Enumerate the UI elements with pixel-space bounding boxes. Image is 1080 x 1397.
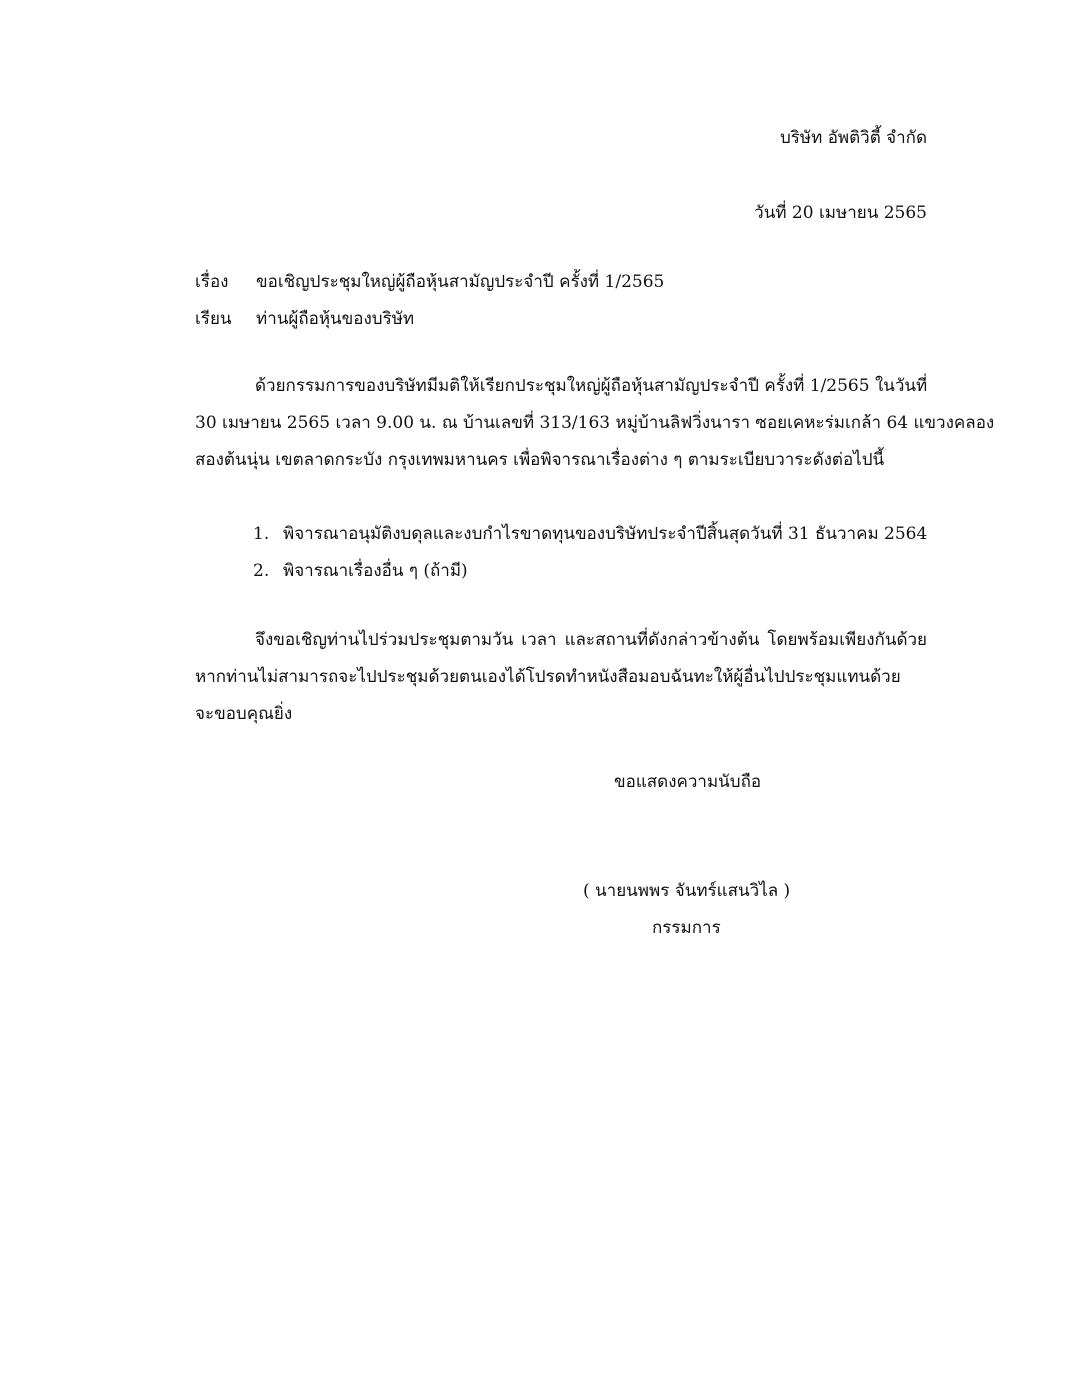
agenda-item — [253, 553, 927, 590]
agenda-list — [253, 516, 927, 590]
agenda-item-text: พิจารณาอนุมัติงบดุลและงบกำไรขาดทุนของบริษัทประจำปีสิ้นสุดวันที่ 31 ธันวาคม 2564 — [283, 524, 928, 544]
subject-label: เรื่อง — [195, 272, 229, 292]
agenda-item-text: พิจารณาเรื่องอื่น ๆ (ถ้ามี) — [283, 561, 468, 581]
body-paragraph-1 — [195, 368, 995, 479]
recipient-label: เรียน — [195, 309, 232, 329]
closing-phrase: ขอแสดงความนับถือ — [614, 772, 762, 792]
signer-name: ( นายนพพร จันทร์แสนวิไล ) — [583, 881, 791, 901]
paragraph-2-line-1: จึงขอเชิญท่านไปร่วมประชุมตามวัน เวลา และสถานที่ดังกล่าวข้างต้น โดยพร้อมเพียงกันด้วย — [255, 630, 927, 650]
agenda-item — [253, 516, 927, 553]
company-name: บริษัท อัพติวิตี้ จำกัด — [779, 128, 927, 148]
signer-position: กรรมการ — [652, 918, 721, 938]
paragraph-2-line-2: หากท่านไม่สามารถจะไปประชุมด้วยตนเองได้โปรดทำหนังสือมอบฉันทะให้ผู้อื่นไปประชุมแทนด้วย — [195, 667, 901, 687]
subject-text: ขอเชิญประชุมใหญ่ผู้ถือหุ้นสามัญประจำปี ครั้งที่ 1/2565 — [256, 272, 665, 292]
recipient-text: ท่านผู้ถือหุ้นของบริษัท — [256, 309, 415, 329]
body-paragraph-2 — [195, 622, 927, 733]
paragraph-2-line-3: จะขอบคุณยิ่ง — [195, 704, 293, 724]
agenda-item-number: 2. — [253, 561, 270, 581]
paragraph-1-line-1: ด้วยกรรมการของบริษัทมีมติให้เรียกประชุมใหญ่ผู้ถือหุ้นสามัญประจำปี ครั้งที่ 1/2565 ในวันที่ — [255, 376, 928, 396]
letter-date: วันที่ 20 เมษายน 2565 — [754, 203, 927, 223]
paragraph-1-line-2: 30 เมษายน 2565 เวลา 9.00 น. ณ บ้านเลขที่ 313/163 หมู่บ้านลิฟวิ่งนารา ซอยเคหะร่มเกล้า 64 แขวงคลอง — [195, 413, 995, 433]
agenda-item-number: 1. — [253, 524, 270, 544]
paragraph-1-line-3: สองต้นนุ่น เขตลาดกระบัง กรุงเทพมหานคร เพื่อพิจารณาเรื่องต่าง ๆ ตามระเบียบวาระดังต่อไปนี้ — [195, 450, 885, 470]
